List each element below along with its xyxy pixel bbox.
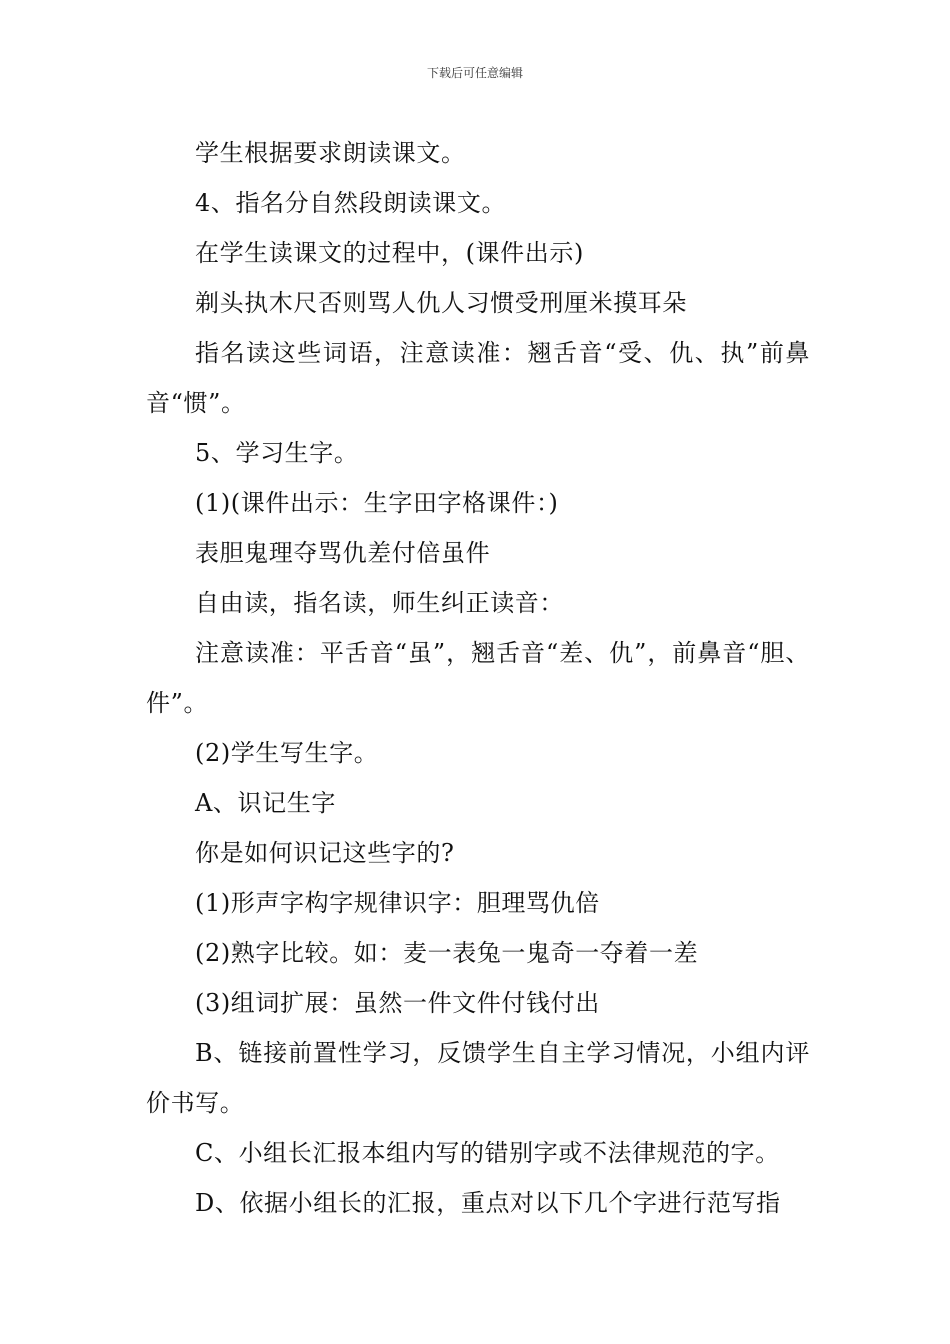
paragraph: B、链接前置性学习，反馈学生自主学习情况，小组内评价书写。: [146, 1039, 810, 1117]
paragraph: 自由读，指名读，师生纠正读音：: [195, 589, 564, 617]
paragraph: C、小组长汇报本组内写的错别字或不法律规范的字。: [195, 1139, 780, 1167]
paragraph: D、依据小组长的汇报，重点对以下几个字进行范写指: [195, 1189, 781, 1217]
paragraph: 指名读这些词语，注意读准：翘舌音“受、仇、执”前鼻音“惯”。: [146, 339, 810, 417]
paragraph: 表胆鬼理夺骂仇差付倍虽件: [195, 539, 491, 567]
paragraph: 剃头执木尺否则骂人仇人习惯受刑厘米摸耳朵: [195, 289, 687, 317]
paragraph: 5、学习生字。: [195, 439, 359, 467]
paragraph: (2)学生写生字。: [195, 739, 379, 767]
paragraph: (1)(课件出示：生字田字格课件：): [195, 489, 559, 517]
page-header: 下载后可任意编辑: [426, 66, 523, 80]
paragraph: 在学生读课文的过程中，(课件出示): [195, 239, 584, 267]
document-body: [146, 128, 810, 1228]
paragraph: (2)熟字比较。如：麦一表兔一鬼奇一夺着一差: [195, 939, 699, 967]
paragraph: (3)组词扩展：虽然一件文件付钱付出: [195, 989, 600, 1017]
paragraph: 4、指名分自然段朗读课文。: [195, 189, 507, 217]
paragraph: 注意读准：平舌音“虽”，翘舌音“差、仇”，前鼻音“胆、件”。: [146, 639, 810, 717]
paragraph: A、识记生字: [195, 789, 336, 817]
paragraph: 你是如何识记这些字的?: [195, 839, 455, 867]
paragraph: (1)形声字构字规律识字：胆理骂仇倍: [195, 889, 600, 917]
paragraph: 学生根据要求朗读课文。: [195, 139, 466, 167]
